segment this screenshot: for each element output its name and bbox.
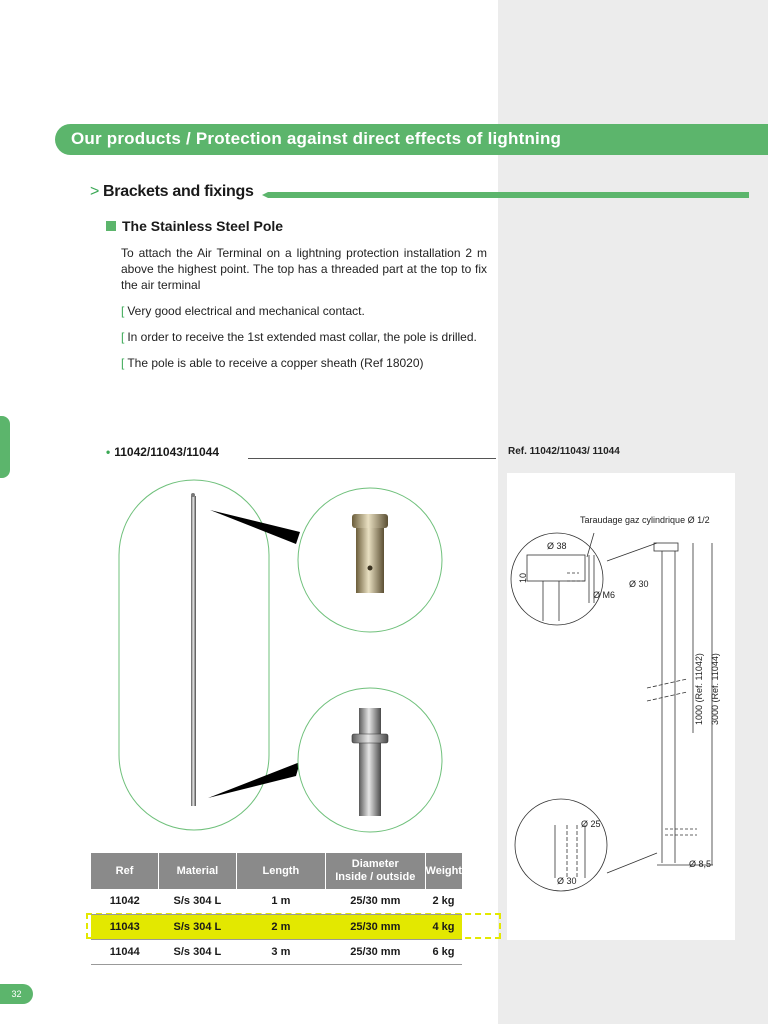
- feature-bullet: [121, 356, 424, 370]
- diameter-30-bottom-label: Ø 30: [557, 876, 577, 886]
- cell-material: S/s 304 L: [159, 889, 237, 914]
- cell-weight: 6 kg: [425, 939, 462, 964]
- header-diameter: [326, 853, 425, 889]
- page-number: 32: [0, 984, 33, 1004]
- cell-length: 3 m: [236, 939, 325, 964]
- header-length: Length: [236, 853, 325, 889]
- pole-image: [191, 496, 196, 806]
- section-title: [90, 183, 254, 201]
- height-10-label: 10: [518, 572, 528, 583]
- feature-text: The pole is able to receive a copper sheath (Ref 18020): [127, 356, 424, 370]
- reference-heading-text: 11042/11043/11044: [114, 445, 219, 459]
- leader-line: [607, 853, 657, 873]
- diameter-8-5-label: Ø 8,5: [689, 859, 712, 869]
- pole-bottom-image: [359, 708, 381, 816]
- header-weight: Weight: [425, 853, 462, 889]
- length-1000-label: 1000 (Ref. 11042): [694, 653, 704, 725]
- leader-line: [607, 543, 657, 561]
- product-title-text: The Stainless Steel Pole: [122, 218, 284, 234]
- reference-underline: [248, 458, 496, 459]
- cell-weight: 2 kg: [425, 889, 462, 914]
- pole-cap-image: [352, 514, 388, 528]
- pole-cap-outline: [654, 543, 678, 551]
- spec-table: [91, 853, 462, 965]
- cell-diameter: 25/30 mm: [326, 889, 425, 914]
- dot-bullet-icon: •: [106, 445, 111, 459]
- product-description: To attach the Air Terminal on a lightning protection installation 2 m above the highest point. The top has a threaded part at the top to fix the air terminal: [121, 246, 487, 292]
- table-header-row: [91, 853, 462, 889]
- header-diameter-line2: Inside / outside: [335, 871, 416, 883]
- section-title-text: Brackets and fixings: [103, 183, 254, 200]
- feature-text: Very good electrical and mechanical contact.: [127, 304, 365, 318]
- cell-ref: 11044: [91, 939, 159, 964]
- pole-tip: [191, 493, 195, 497]
- cell-weight: 4 kg: [425, 914, 462, 939]
- cell-diameter: 25/30 mm: [326, 939, 425, 964]
- drawing-caption: Ref. 11042/11043/ 11044: [508, 446, 620, 457]
- cell-length: 2 m: [236, 914, 325, 939]
- cell-diameter: 25/30 mm: [326, 914, 425, 939]
- reference-heading: [106, 445, 219, 459]
- diameter-25-label: Ø 25: [581, 819, 601, 829]
- square-bullet-icon: [106, 221, 116, 231]
- collar-image: [352, 734, 388, 743]
- product-title: [106, 218, 283, 234]
- diameter-30-top-label: Ø 30: [629, 579, 649, 589]
- bracket-bullet-icon: [: [121, 304, 125, 318]
- header-material: Material: [159, 853, 237, 889]
- table-row-highlighted: [91, 914, 462, 939]
- diameter-38-label: Ø 38: [547, 541, 567, 551]
- cell-ref: 11042: [91, 889, 159, 914]
- side-tab-marker: [0, 416, 10, 478]
- detail-head: [527, 555, 585, 581]
- m6-label: Ø M6: [593, 590, 616, 600]
- page-banner: [55, 124, 768, 155]
- bracket-bullet-icon: [: [121, 330, 125, 344]
- cell-ref: 11043: [91, 914, 159, 939]
- length-3000-label: 3000 (Ref. 11044): [710, 653, 720, 725]
- thread-label: Taraudage gaz cylindrique Ø 1/2: [580, 515, 710, 525]
- pole-top-image: [356, 528, 384, 593]
- header-diameter-line1: Diameter: [351, 858, 399, 870]
- cell-material: S/s 304 L: [159, 914, 237, 939]
- feature-bullet: [121, 330, 477, 344]
- header-ref: Ref: [91, 853, 159, 889]
- callout-pointer-bottom: [208, 762, 300, 798]
- table-row: [91, 889, 462, 914]
- section-underline: [268, 192, 749, 198]
- feature-bullet: [121, 304, 365, 318]
- feature-text: In order to receive the 1st extended mast collar, the pole is drilled.: [127, 330, 477, 344]
- bracket-bullet-icon: [: [121, 356, 125, 370]
- chevron-right-icon: >: [90, 183, 100, 200]
- banner-title: Our products / Protection against direct effects of lightning: [71, 129, 562, 148]
- table-row: [91, 939, 462, 964]
- cell-material: S/s 304 L: [159, 939, 237, 964]
- technical-drawing: [507, 473, 735, 940]
- cell-length: 1 m: [236, 889, 325, 914]
- product-photo: [100, 470, 500, 850]
- callout-pointer-top: [210, 510, 300, 544]
- drill-hole: [368, 566, 373, 571]
